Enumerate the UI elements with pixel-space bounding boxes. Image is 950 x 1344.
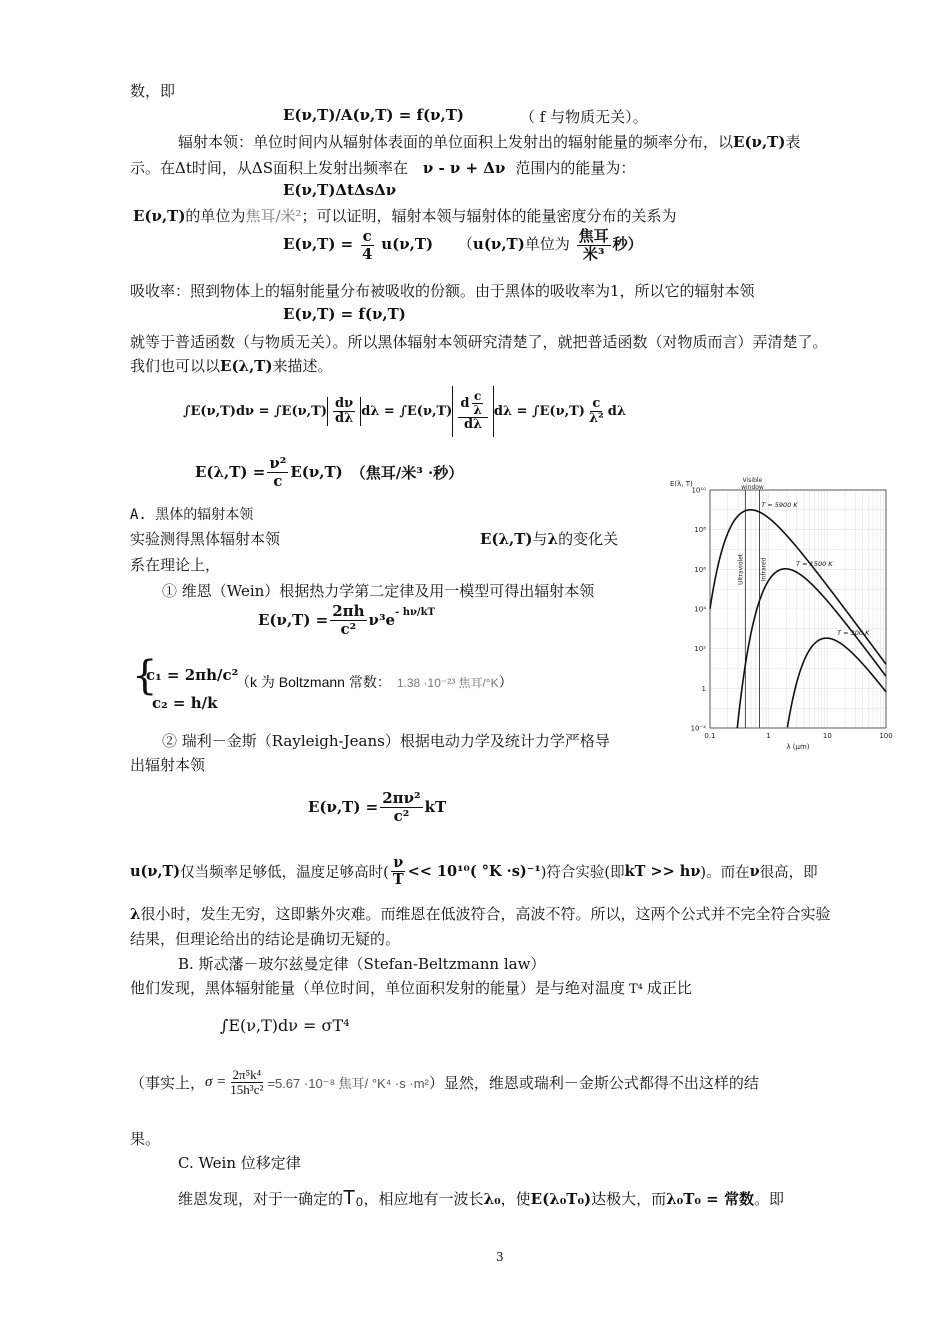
equation-rayleigh-jeans: E(ν,T) = $\frac{\text{2πν²}}{\text{c²}}$ kT — [308, 789, 447, 825]
paragraph-emissive-power-cont: 示。在Δt时间，从ΔS面积上发射出频率在 ν - ν + Δν 范围内的能量为： — [130, 159, 636, 177]
equation-lambda-form: E(λ,T) = $\frac{\text{ν²}}{c}$ E(ν,T) （焦耳/米³ ·秒） — [195, 454, 464, 490]
y-tick-label: 10⁴ — [694, 605, 706, 614]
boltzmann-note: （k 为 Boltzmann 常数： 1.38 ·10⁻²³ 焦耳/°K） — [236, 674, 513, 690]
paragraph-lambda: 我们也可以以E(λ,T)来描述。 — [130, 357, 333, 375]
y-tick-label: 10⁶ — [694, 565, 706, 574]
series-line-300k — [787, 638, 886, 727]
x-tick-label: 10 — [822, 732, 832, 740]
x-tick-label: 0.1 — [704, 732, 716, 740]
equation-wien: E(ν,T) = $\frac{2\pi h}{\text{c²}}$ ν³e - hν/kT — [258, 602, 435, 638]
paragraph-rayleigh-jeans: ② 瑞利－金斯（Rayleigh-Jeans）根据电动力学及统计力学严格导 — [162, 732, 610, 750]
section-heading-a: A. 黑体的辐射本领 — [130, 507, 254, 523]
paragraph-a1: 实验测得黑体辐射本领 E(λ,T)与λ的变化关 — [130, 530, 619, 548]
y-tick-label: 10⁸ — [694, 526, 706, 535]
y-tick-label: 10² — [694, 645, 706, 654]
series-label: T = 1500 K — [796, 559, 833, 568]
paragraph-sigma: （事实上， σ = $\frac{\text{2π⁵k⁴}}{\text{15h³c²}}$ =5.67 ·10⁻⁸ 焦耳/ °K⁴ ·s ·m² ）显然，维恩或瑞利－金斯公式都得不出这样的结 — [130, 1067, 759, 1098]
equation-note: （ f 与物质无关）。 — [520, 108, 648, 126]
paragraph-wien-displacement: 维恩发现，对于一确定的 T₀ ，相应地有一波长 λ₀ ，使 E(λ₀T₀) 达极大，而 λ₀T₀ = 常数 。即 — [178, 1187, 784, 1209]
x-axis-label: λ (μm) — [786, 743, 810, 751]
y-tick-label: 10⁻² — [690, 724, 706, 733]
paragraph-wien: ① 维恩（Wein）根据热力学第二定律及用一模型可得出辐射本领 — [162, 582, 595, 600]
series-label: T = 300 K — [837, 629, 870, 638]
paragraph-sigma-end: 果。 — [130, 1130, 161, 1148]
y-tick-label: 10¹⁰ — [691, 486, 706, 495]
equation-energy-density: E(ν,T) = $\frac{c}{4}$ u(ν,T) （u(ν,T)单位为 $\frac{\text{焦耳}}{\text{米³}}$ 秒） — [283, 227, 643, 263]
x-tick-label: 1 — [766, 732, 771, 740]
equation-stefan: ∫E(ν,T)dν = σT⁴ — [220, 1016, 350, 1035]
visible-window-label: window — [741, 484, 764, 491]
paragraph-universal: 就等于普适函数（与物质无关）。所以黑体辐射本领研究清楚了，就把普适函数（对物质而言）弄清楚了。 — [130, 333, 828, 351]
paragraph-rayleigh-jeans-cont: 出辐射本领 — [130, 756, 206, 774]
section-heading-c: C. Wein 位移定律 — [178, 1154, 301, 1172]
visible-window-label: Visible — [742, 477, 763, 484]
equation-universal-function: E(ν,T)/A(ν,T) = f(ν,T) — [283, 106, 464, 124]
y-tick-label: 1 — [701, 684, 706, 693]
paragraph-a2: 系在理论上， — [130, 556, 221, 574]
ultraviolet-label: Ultraviolet — [737, 553, 745, 585]
paragraph-unit: E(ν,T)的单位为焦耳/米²；可以证明，辐射本领与辐射体的能量密度分布的关系为 — [133, 207, 677, 225]
paragraph-conclusion: 结果，但理论给出的结论是确切无疑的。 — [130, 930, 401, 948]
section-heading-b: B. 斯忒藩－玻尔兹曼定律（Stefan-Beltzmann law） — [178, 955, 546, 973]
infrared-label: Infrared — [760, 557, 768, 582]
paragraph-uv-catastrophe: λ很小时，发生无穷，这即紫外灾难。而维恩在低波符合，高波不符。所以，这两个公式并不完全符合实验 — [130, 905, 831, 923]
paragraph-stefan: 他们发现，黑体辐射能量（单位时间，单位面积发射的能量）是与绝对温度 T⁴ 成正比 — [130, 979, 692, 997]
y-axis-label: E(λ, T) — [670, 480, 693, 488]
page-number: 3 — [496, 1250, 504, 1264]
equation-energy: E(ν,T)ΔtΔsΔν — [283, 181, 397, 199]
x-tick-label: 100 — [879, 732, 893, 740]
blackbody-chart — [660, 474, 900, 752]
equation-integral-conversion: ∫E(ν,T)dν = ∫E(ν,T) $\frac{d\nu}{d\lambda}$ dλ = ∫E(ν,T) d $\frac{c}{\lambda}$ dλ dλ = ∫E(ν,T) $\frac{c}{\text{λ²}}$ dλ — [183, 386, 626, 437]
text-line: 数，即 — [130, 82, 176, 100]
series-label: T = 5900 K — [761, 500, 798, 509]
paragraph-absorption: 吸收率：照到物体上的辐射能量分布被吸收的份额。由于黑体的吸收率为1，所以它的辐射本领 — [130, 282, 755, 300]
paragraph-validity: u(ν,T) 仅当频率足够低，温度足够高时( $\frac{\nu}{T}$ << 10¹⁰( °K ·s)⁻¹ )符合实验(即 kT >> hν )。而在 ν 很高，即 — [130, 854, 818, 888]
equation-blackbody: E(ν,T) = f(ν,T) — [283, 305, 406, 323]
paragraph-emissive-power: 辐射本领：单位时间内从辐射体表面的单位面积上发射出的辐射能量的频率分布，以E(ν,T)表 — [178, 133, 801, 151]
